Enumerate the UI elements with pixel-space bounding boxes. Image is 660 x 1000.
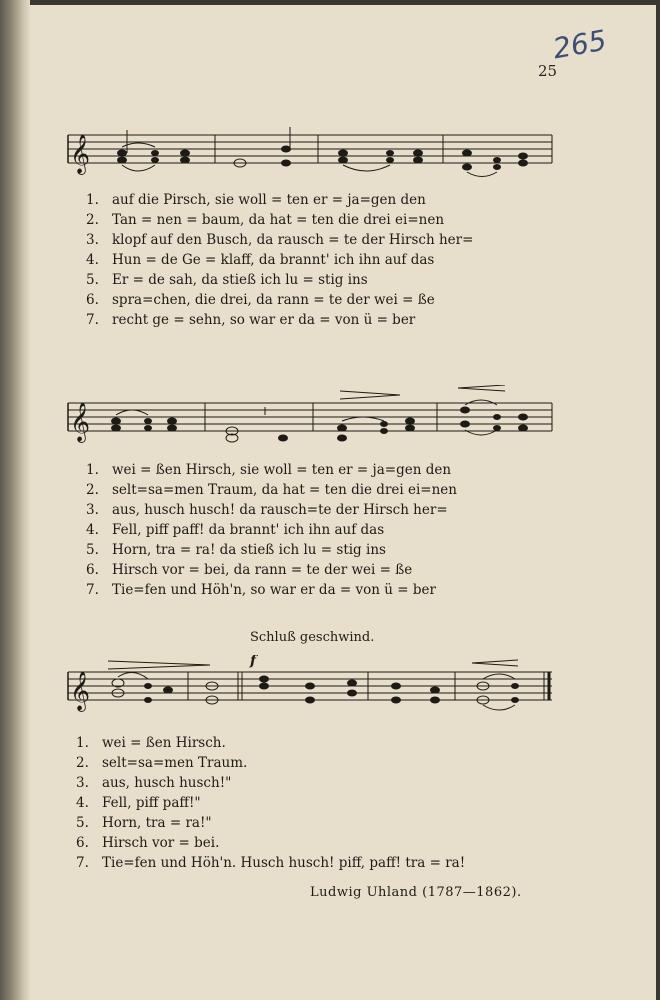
- lyric-line: 3. klopf auf den Busch, da rausch = te der Hirsch her=: [86, 232, 474, 248]
- lyric-line: 7. Tie=fen und Höh'n, so war er da = von ü = ber: [86, 582, 436, 598]
- lyrics-block-3: [76, 733, 546, 873]
- lyric-line: 7. recht ge = sehn, so war er da = von ü = ber: [86, 312, 416, 328]
- lyric-line: 5. Horn, tra = ra! da stieß ich lu = stig ins: [86, 542, 386, 558]
- music-staff-2: [0, 385, 660, 455]
- page-number: 25: [538, 62, 558, 80]
- music-staff-1: [0, 125, 660, 185]
- lyric-line: 1. wei = ßen Hirsch.: [76, 735, 226, 751]
- lyric-line: 7. Tie=fen und Höh'n. Husch husch! piff, paff! tra = ra!: [76, 855, 466, 871]
- handwritten-page-number: 265: [550, 23, 609, 66]
- lyric-line: 6. spra=chen, die drei, da rann = te der wei = ße: [86, 292, 435, 308]
- lyric-line: 5. Er = de sah, da stieß ich lu = stig ins: [86, 272, 368, 288]
- lyrics-block-1: [86, 190, 546, 330]
- lyric-line: 1. wei = ßen Hirsch, sie woll = ten er = ja=gen den: [86, 462, 452, 478]
- lyric-line: 6. Hirsch vor = bei, da rann = te der wei = ße: [86, 562, 413, 578]
- lyric-line: 5. Horn, tra = ra!": [76, 815, 212, 831]
- lyric-line: 4. Fell, piff paff!": [76, 795, 201, 811]
- lyric-line: 3. aus, husch husch! da rausch=te der Hirsch her=: [86, 502, 448, 518]
- author-credit: Ludwig Uhland (1787—1862).: [310, 885, 522, 900]
- top-edge: [0, 0, 660, 5]
- svg-text:f: f: [250, 655, 257, 669]
- lyric-line: 4. Fell, piff paff! da brannt' ich ihn auf das: [86, 522, 385, 538]
- lyric-line: 6. Hirsch vor = bei.: [76, 835, 220, 851]
- svg-text:𝄞: 𝄞: [70, 671, 91, 711]
- lyric-line: 2. selt=sa=men Traum, da hat = ten die drei ei=nen: [86, 482, 457, 498]
- lyric-line: 1. auf die Pirsch, sie woll = ten er = ja=gen den: [86, 192, 426, 208]
- lyric-line: 3. aus, husch husch!": [76, 775, 232, 791]
- lyrics-block-2: [86, 460, 546, 600]
- lyric-line: 2. selt=sa=men Traum.: [76, 755, 248, 771]
- lyric-line: 2. Tan = nen = baum, da hat = ten die drei ei=nen: [86, 212, 445, 228]
- lyric-line: 4. Hun = de Ge = klaff, da brannt' ich ihn auf das: [86, 252, 435, 268]
- svg-text:𝄞: 𝄞: [70, 402, 91, 442]
- music-staff-3: [0, 655, 660, 720]
- tempo-marking: Schluß geschwind.: [250, 630, 375, 645]
- svg-text:𝄞: 𝄞: [70, 134, 91, 174]
